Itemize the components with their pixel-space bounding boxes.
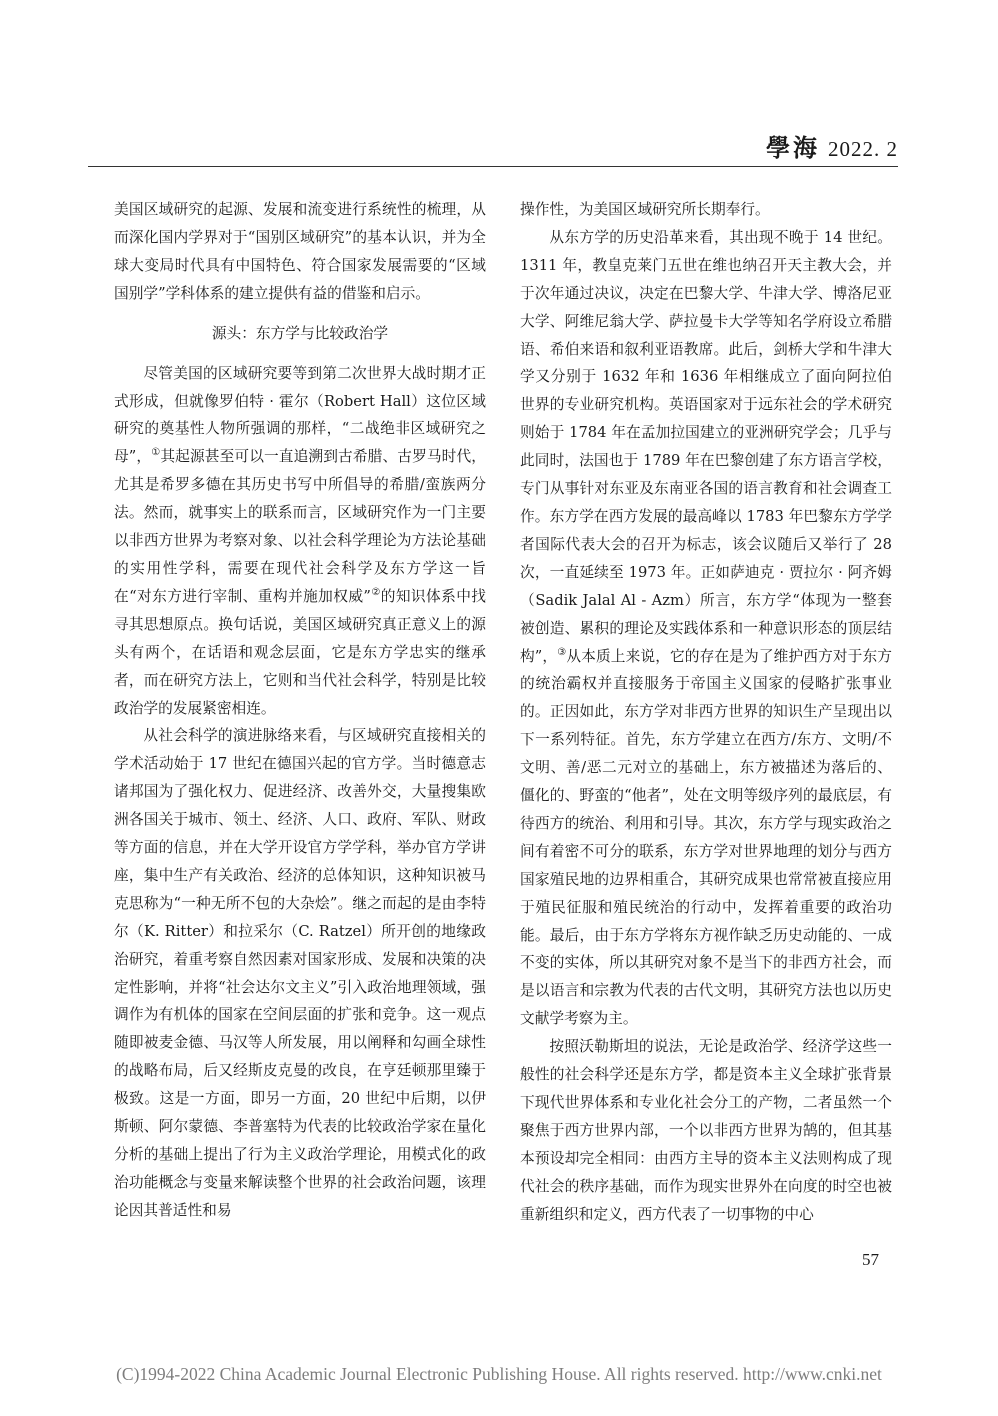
paragraph: 美国区域研究的起源、发展和流变进行系统性的梳理，从而深化国内学界对于“国别区域研究”的基本认识，并为全球大变局时代具有中国特色、符合国家发展需要的“区域国别学”学科体系的建立提供有益的借鉴和启示。: [114, 201, 486, 302]
copyright-footer: (C)1994-2022 China Academic Journal Electronic Publishing House. All rights reserved. http://www.cnki.net: [116, 1364, 882, 1384]
right-column: [520, 196, 892, 1229]
paragraph: 从社会科学的演进脉络来看，与区域研究直接相关的学术活动始于 17 世纪在德国兴起的官方学。当时德意志诸邦国为了强化权力、促进经济、改善外交，大量搜集欧洲各国关于城市、领土、经济、人口、政府、军队、财政等方面的信息，并在大学开设官方学学科，举办官方学讲座，集中生产有关政治、经济的总体知识，这种知识被马克思称为“一种无所不包的大杂烩”。继之而起的是由李特尔（K. Ritter）和拉采尔（C. Ratzel）所开创的地缘政治研究，着重考察自然因素对国家形成、发展和决策的决定性影响，并将“社会达尔文主义”引入政治地理领域，强调作为有机体的国家在空间层面的扩张和竞争。这一观点随即被麦金德、马汉等人所发展，用以阐释和勾画全球性的战略布局，后又经斯皮克曼的改良，在亨廷顿那里臻于极致。这是一方面，即另一方面，20 世纪中后期，以伊斯顿、阿尔蒙德、李普塞特为代表的比较政治学家在量化分析的基础上提出了行为主义政治学理论，用模式化的政治功能概念与变量来解读整个世界的社会政治问题，该理论因其普适性和易: [114, 727, 486, 1219]
text-run: 其起源甚至可以一直追溯到古希腊、古罗马时代，尤其是希罗多德在其历史书写中所倡导的希腊/蛮族两分法。然而，就事实上的联系而言，区域研究作为一门主要以非西方世界为考察对象、以社会科学理论为方法论基础的实用性学科，需要在现代社会科学及东方学这一旨在“对东方进行宰制、重构并施加权威”: [114, 448, 486, 605]
footnote-marker[interactable]: ①: [151, 447, 161, 459]
paragraph: [114, 360, 486, 723]
running-header: [88, 128, 898, 164]
paragraph: [520, 224, 892, 1033]
footnote-marker[interactable]: ③: [557, 646, 567, 658]
text-run: 尽管美国的区域研究要等到第二次世界大战时期才正式形成，但就像罗伯特 · 霍尔（Robert Hall）这位区域研究的奠基性人物所强调的那样，“二战绝非区域研究之母”，: [114, 364, 486, 466]
text-run: 从东方学的历史沿革来看，其出现不晚于 14 世纪。1311 年，教皇克莱门五世在维也纳召开天主教大会，并于次年通过决议，决定在巴黎大学、牛津大学、博洛尼亚大学、阿维尼翁大学、萨拉曼卡大学等知名学府设立希腊语、希伯来语和叙利亚语教席。此后，剑桥大学和牛津大学又分别于 1632 年和 1636 年相继成立了面向阿拉伯世界的专业研究机构。英语国家对于远东社会的学术研究则始于 1784 年在孟加拉国建立的亚洲研究学会；几乎与此同时，法国也于 1789 年在巴黎创建了东方语言学校，专门从事针对东亚及东南亚各国的语言教育和社会调查工作。东方学在西方发展的最高峰以 1783 年巴黎东方学学者国际代表大会的召开为标志，该会议随后又举行了 28 次，一直延续至 1973 年。正如萨迪克 · 贾拉尔 · 阿齐姆（Sadik Jalal Al - Azm）所言，东方学“体现为一整套被创造、累积的理论及实践体系和一种意识形态的顶层结构”，: [520, 228, 892, 665]
header-rule: [88, 166, 898, 167]
footnote-marker[interactable]: ②: [370, 586, 381, 598]
paragraph: 操作性，为美国区域研究所长期奉行。: [520, 201, 770, 218]
page-number: 57: [862, 1250, 879, 1269]
issue-label: 2022. 2: [828, 137, 898, 161]
journal-title: [766, 128, 898, 163]
section-heading: 源头：东方学与比较政治学: [211, 324, 389, 342]
journal-logo: 學海: [766, 133, 820, 162]
paragraph: 按照沃勒斯坦的说法，无论是政治学、经济学这些一般性的社会科学还是东方学，都是资本主义全球扩张背景下现代世界体系和专业化社会分工的产物，二者虽然一个聚焦于西方世界内部，一个以非西方世界为鹄的，但其基本预设却完全相同：由西方主导的资本主义法则构成了现代社会的秩序基础，而作为现实世界外在向度的时空也被重新组织和定义，西方代表了一切事物的中心: [520, 1038, 892, 1223]
text-run: 从本质上来说，它的存在是为了维护西方对于东方的统治霸权并直接服务于帝国主义国家的侵略扩张事业的。正因如此，东方学对非西方世界的知识生产呈现出以下一系列特征。首先，东方学建立在西方/东方、文明/不文明、善/恶二元对立的基础上，东方被描述为落后的、僵化的、野蛮的“他者”，处在文明等级序列的最底层，有待西方的统治、利用和引导。其次，东方学与现实政治之间有着密不可分的联系，东方学对世界地理的划分与西方国家殖民地的边界相重合，其研究成果也常常被直接应用于殖民征服和殖民统治的行动中，发挥着重要的政治功能。最后，由于东方学将东方视作缺乏历史动能的、一成不变的实体，所以其研究对象不是当下的非西方社会，而是以语言和宗教为代表的古代文明，其研究方法也以历史文献学考察为主。: [520, 647, 892, 1028]
left-column: [114, 196, 486, 1225]
text-run: 的知识体系中找寻其思想原点。换句话说，美国区域研究真正意义上的源头有两个，在话语和观念层面，它是东方学忠实的继承者，而在研究方法上，它则和当代社会科学，特别是比较政治学的发展紧密相连。: [114, 587, 486, 717]
